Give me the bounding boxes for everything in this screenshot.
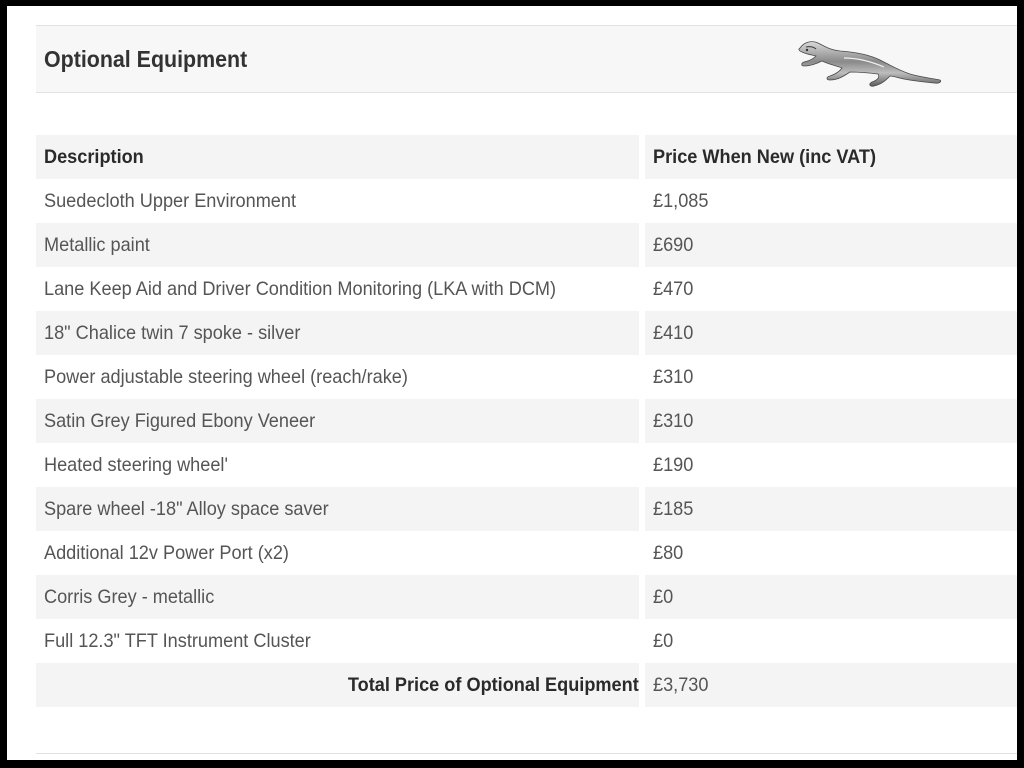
description-cell [36,531,639,575]
total-value-cell [645,663,1024,707]
column-header-label: Price When New (inc VAT) [653,145,877,168]
row-description: Heated steering wheel' [44,453,228,476]
column-header-price [645,135,1024,179]
row-price: £80 [653,541,684,564]
row-price: £470 [653,277,694,300]
column-header-label: Description [44,145,144,168]
price-cell [645,267,1024,311]
row-price: £310 [653,365,694,388]
description-cell [36,267,639,311]
table-row [36,619,1024,663]
table-row [36,179,1024,223]
row-description: Additional 12v Power Port (x2) [44,541,289,564]
description-cell [36,179,639,223]
table-row [36,223,1024,267]
description-cell [36,355,639,399]
row-price: £185 [653,497,694,520]
divider [36,753,1024,754]
description-cell [36,399,639,443]
price-cell [645,575,1024,619]
description-cell [36,575,639,619]
row-price: £310 [653,409,694,432]
row-description: Metallic paint [44,233,150,256]
row-description: Suedecloth Upper Environment [44,189,297,212]
row-description: Lane Keep Aid and Driver Condition Monitoring (LKA with DCM) [44,277,557,300]
row-price: £190 [653,453,694,476]
price-cell [645,223,1024,267]
table-row [36,443,1024,487]
price-cell [645,443,1024,487]
page-content [7,6,1017,760]
row-description: 18" Chalice twin 7 spoke - silver [44,321,301,344]
row-price: £1,085 [653,189,709,212]
row-description: Corris Grey - metallic [44,585,215,608]
table-row [36,487,1024,531]
price-cell [645,355,1024,399]
table-row [36,311,1024,355]
jaguar-leaper-icon [794,34,946,90]
table-row [36,267,1024,311]
total-label-cell [36,663,639,707]
price-cell [645,399,1024,443]
row-price: £0 [653,629,674,652]
price-cell [645,311,1024,355]
price-cell [645,487,1024,531]
table-header-row [36,135,1024,179]
total-row [36,663,1024,707]
row-price: £690 [653,233,694,256]
section-title: Optional Equipment [44,46,248,72]
description-cell [36,311,639,355]
price-cell [645,179,1024,223]
table-row [36,355,1024,399]
column-header-description [36,135,639,179]
optional-equipment-table [36,135,1024,707]
description-cell [36,443,639,487]
description-cell [36,223,639,267]
row-price: £410 [653,321,694,344]
total-label: Total Price of Optional Equipment [348,673,639,696]
row-description: Spare wheel -18" Alloy space saver [44,497,329,520]
total-value: £3,730 [653,673,709,696]
row-description: Full 12.3" TFT Instrument Cluster [44,629,311,652]
table-row [36,531,1024,575]
row-description: Power adjustable steering wheel (reach/rake) [44,365,408,388]
table-row [36,575,1024,619]
description-cell [36,487,639,531]
section-header [36,25,1024,93]
row-description: Satin Grey Figured Ebony Veneer [44,409,316,432]
row-price: £0 [653,585,674,608]
price-cell [645,619,1024,663]
price-cell [645,531,1024,575]
table-row [36,399,1024,443]
description-cell [36,619,639,663]
